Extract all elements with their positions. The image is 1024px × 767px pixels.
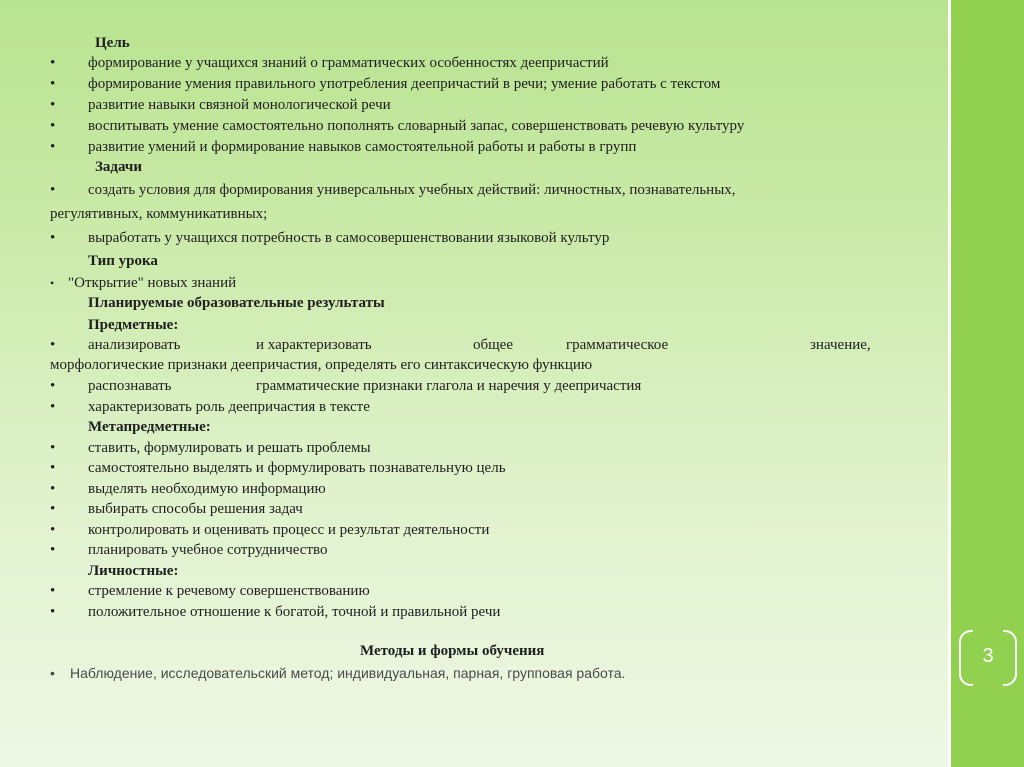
subject-item-word: значение, [810, 337, 871, 353]
methods-item-part: индивидуальная, парная, групповая работа. [333, 665, 626, 681]
bullet: • [50, 97, 56, 113]
sidebar-divider [948, 0, 951, 767]
results-title: Планируемые образовательные результаты [88, 295, 385, 311]
goal-item: формирование умения правильного употребления деепричастий в речи; умение работать с текстом [88, 76, 721, 92]
subject-item-continuation: морфологические признаки деепричастия, определять его синтаксическую функцию [50, 357, 593, 373]
subject-item-text: грамматические признаки глагола и наречия у деепричастия [256, 378, 642, 394]
lesson-type-title: Тип урока [88, 253, 158, 269]
goal-item: формирование у учащихся знаний о грамматических особенностях деепричастий [88, 55, 609, 71]
bullet: • [50, 583, 56, 599]
bullet: • [50, 440, 56, 456]
bullet: • [50, 665, 55, 681]
meta-results-title: Метапредметные: [88, 419, 211, 435]
meta-item: выбирать способы решения задач [88, 501, 303, 517]
bullet: • [50, 542, 56, 558]
bullet: • [50, 481, 56, 497]
bullet: • [50, 604, 56, 620]
tasks-item-continuation: регулятивных, коммуникативных; [50, 206, 268, 222]
bullet: • [50, 399, 56, 415]
personal-results-title: Личностные: [88, 563, 179, 579]
bullet: • [50, 276, 55, 290]
subject-item-word: общее [473, 337, 513, 353]
bullet: • [50, 337, 56, 353]
bullet: • [50, 378, 56, 394]
bullet: • [50, 76, 56, 92]
subject-item-word: распознавать [88, 378, 172, 394]
subject-item-word: грамматическое [566, 337, 669, 353]
subject-item: характеризовать роль деепричастия в тексте [88, 399, 370, 415]
tasks-item: создать условия для формирования универсальных учебных действий: личностных, познавательных, [88, 182, 736, 198]
bullet: • [50, 460, 56, 476]
meta-item: выделять необходимую информацию [88, 481, 326, 497]
methods-item-part: Наблюдение, исследовательский метод; [70, 665, 334, 681]
meta-item: планировать учебное сотрудничество [88, 542, 328, 558]
subject-item-word: и характеризовать [256, 337, 372, 353]
personal-item: стремление к речевому совершенствованию [88, 583, 370, 599]
goal-item: развитие умений и формирование навыков самостоятельной работы и работы в групп [88, 139, 637, 155]
bullet: • [50, 118, 56, 134]
bullet: • [50, 55, 56, 71]
meta-item: самостоятельно выделять и формулировать познавательную цель [88, 460, 506, 476]
goal-title: Цель [95, 35, 130, 51]
subject-results-title: Предметные: [88, 317, 179, 333]
meta-item: ставить, формулировать и решать проблемы [88, 440, 371, 456]
bullet: • [50, 139, 56, 155]
methods-item [70, 663, 625, 683]
bullet: • [50, 522, 56, 538]
page-number: 3 [982, 645, 994, 667]
goal-item: развитие навыки связной монологической речи [88, 97, 391, 113]
personal-item: положительное отношение к богатой, точной и правильной речи [88, 604, 501, 620]
page-number-badge [955, 630, 1021, 682]
bullet: • [50, 230, 56, 246]
subject-item-word: анализировать [88, 337, 181, 353]
right-bracket-icon [1003, 630, 1017, 686]
meta-item: контролировать и оценивать процесс и результат деятельности [88, 522, 490, 538]
left-bracket-icon [959, 630, 973, 686]
goal-item: воспитывать умение самостоятельно пополнять словарный запас, совершенствовать речевую культуру [88, 118, 745, 134]
lesson-type-item: "Открытие" новых знаний [68, 275, 237, 291]
tasks-title: Задачи [95, 159, 143, 175]
methods-title: Методы и формы обучения [360, 643, 545, 659]
bullet: • [50, 182, 56, 198]
tasks-item: выработать у учащихся потребность в самосовершенствовании языковой культур [88, 230, 610, 246]
bullet: • [50, 501, 56, 517]
